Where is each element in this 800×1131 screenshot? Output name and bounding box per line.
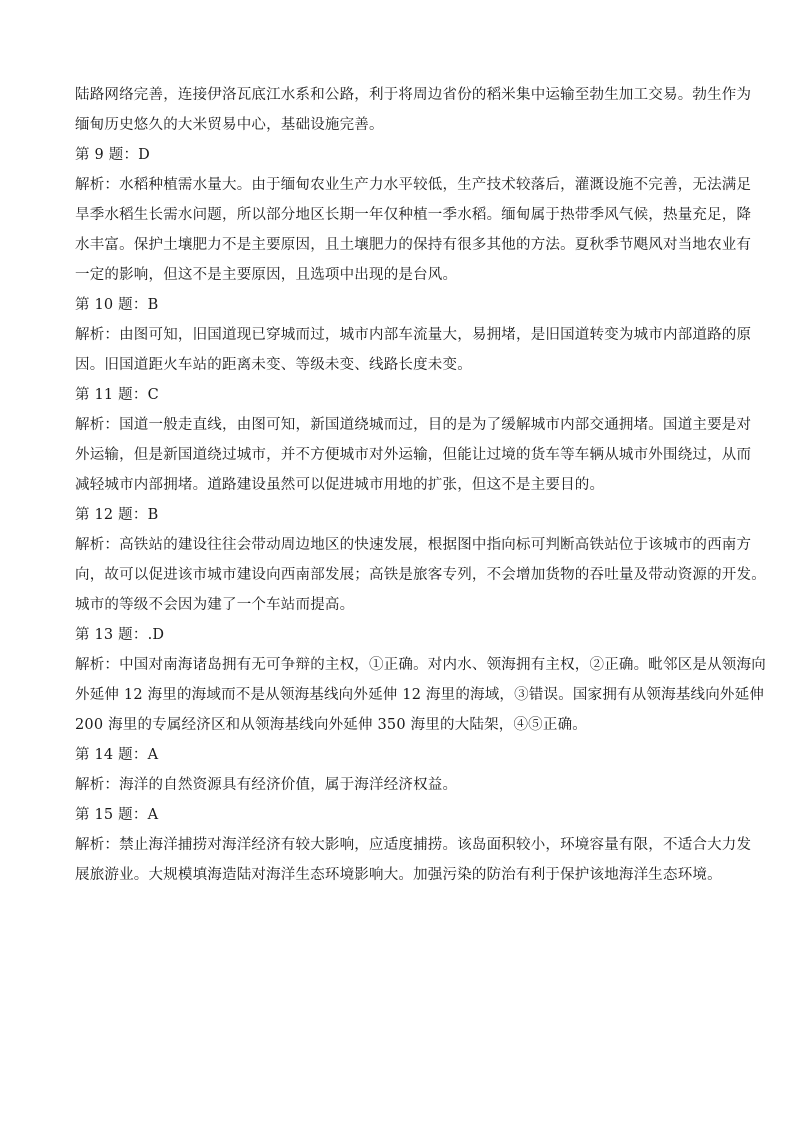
explanation-line: 解析：国道一般走直线，由图可知，新国道绕城而过，目的是为了缓解城市内部交通拥堵。国道主要是对 (75, 417, 752, 433)
explanation-line: 解析：海洋的自然资源具有经济价值，属于海洋经济权益。 (75, 777, 458, 793)
intro-paragraph (75, 80, 752, 140)
question-heading: 第 11 题：C (75, 387, 159, 403)
explanation-line: 一定的影响，但这不是主要原因，且选项中出现的是台风。 (75, 267, 458, 283)
explanation-line: 解析：高铁站的建设往往会带动周边地区的快速发展，根据图中指向标可判断高铁站位于该城市的西南方 (75, 537, 752, 553)
explanation-line: 外延伸 12 海里的海域而不是从领海基线向外延伸 12 海里的海域，③错误。国家拥有从领海基线向外延伸 (75, 687, 765, 703)
explanation-line: 解析：中国对南海诸岛拥有无可争辩的主权，①正确。对内水、领海拥有主权，②正确。毗邻区是从领海向 (75, 657, 766, 673)
explanation-line: 减轻城市内部拥堵。道路建设虽然可以促进城市用地的扩张，但这不是主要目的。 (75, 477, 605, 493)
explanation-line: 解析：水稻种植需水量大。由于缅甸农业生产力水平较低，生产技术较落后，灌溉设施不完善，无法满足 (75, 177, 752, 193)
question-heading: 第 14 题：A (75, 747, 159, 763)
question-9 (75, 140, 752, 290)
explanation-line: 解析：禁止海洋捕捞对海洋经济有较大影响，应适度捕捞。该岛面积较小，环境容量有限，不适合大力发 (75, 837, 752, 853)
explanation-line: 因。旧国道距火车站的距离未变、等级未变、线路长度未变。 (75, 357, 472, 373)
explanation-line: 展旅游业。大规模填海造陆对海洋生态环境影响大。加强污染的防治有利于保护该地海洋生态环境。 (75, 867, 722, 883)
question-heading: 第 15 题：A (75, 807, 159, 823)
question-13 (75, 620, 766, 740)
explanation-line: 外运输，但是新国道绕过城市，并不方便城市对外运输，但能让过境的货车等车辆从城市外围绕过，从而 (75, 447, 752, 463)
question-10 (75, 290, 752, 380)
intro-line: 缅甸历史悠久的大米贸易中心，基础设施完善。 (75, 117, 384, 133)
question-12 (75, 500, 766, 620)
question-heading: 第 10 题：B (75, 297, 159, 313)
question-15 (75, 800, 752, 890)
question-11 (75, 380, 752, 500)
explanation-line: 水丰富。保护土壤肥力不是主要原因，且土壤肥力的保持有很多其他的方法。夏秋季节飓风对当地农业有 (75, 237, 752, 253)
answer-page (75, 80, 766, 890)
explanation-line: 200 海里的专属经济区和从领海基线向外延伸 350 海里的大陆架，④⑤正确。 (75, 717, 587, 733)
intro-line: 陆路网络完善，连接伊洛瓦底江水系和公路，利于将周边省份的稻米集中运输至勃生加工交易。勃生作为 (75, 87, 752, 103)
question-heading: 第 13 题：.D (75, 627, 165, 643)
explanation-line: 城市的等级不会因为建了一个车站而提高。 (75, 597, 355, 613)
question-heading: 第 12 题：B (75, 507, 159, 523)
question-14 (75, 740, 725, 800)
explanation-line: 旱季水稻生长需水问题，所以部分地区长期一年仅种植一季水稻。缅甸属于热带季风气候，热量充足，降 (75, 207, 752, 223)
explanation-line: 解析：由图可知，旧国道现已穿城而过，城市内部车流量大，易拥堵，是旧国道转变为城市内部道路的原 (75, 327, 752, 343)
explanation-line: 向，故可以促进该市城市建设向西南部发展；高铁是旅客专列，不会增加货物的吞吐量及带动资源的开发。 (75, 567, 766, 583)
question-heading: 第 9 题：D (75, 147, 150, 163)
